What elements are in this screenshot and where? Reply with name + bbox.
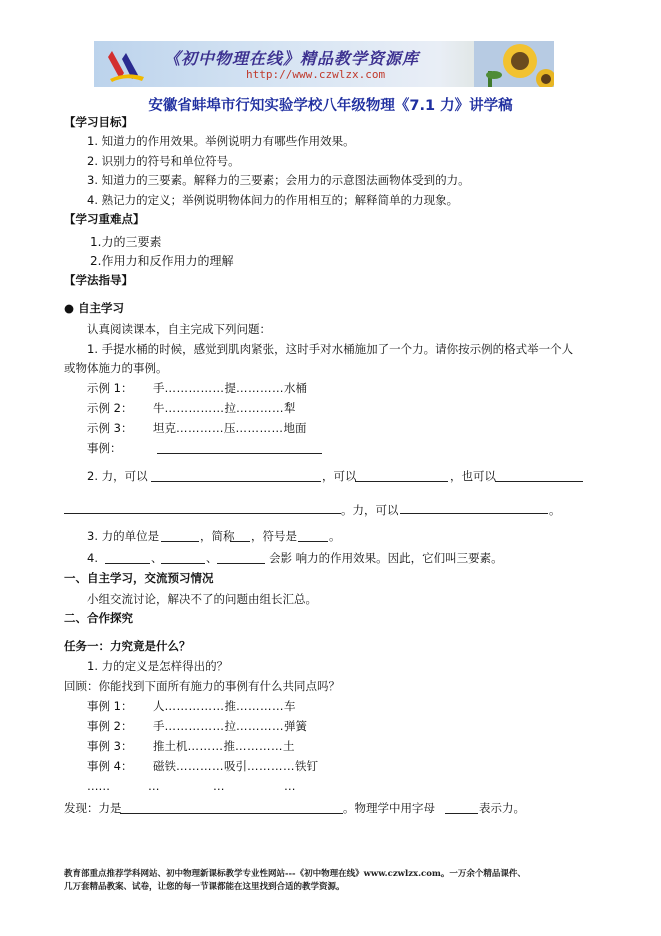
case-4-label: 事例 4： xyxy=(87,759,133,773)
footer-line-2: 几万套精品教案、试卷，让您的每一节课都能在这里找到合适的教学资源。 xyxy=(64,882,345,892)
question-3-blank-1[interactable] xyxy=(161,541,199,542)
example-3-label: 示例 3： xyxy=(87,421,133,435)
discover-part-c: 表示力。 xyxy=(479,801,525,815)
question-3-part-d: 。 xyxy=(329,529,341,543)
banner-title: 《初中物理在线》精品教学资源库 xyxy=(164,49,420,68)
question-4-blank-2[interactable] xyxy=(161,563,205,564)
question-4-label: 4. xyxy=(87,551,98,565)
case-3-label: 事例 3： xyxy=(87,739,133,753)
goals-heading: 【学习目标】 xyxy=(64,115,133,129)
question-4-blank-1[interactable] xyxy=(105,563,150,564)
discover-part-a: 发现：力是 xyxy=(64,801,122,815)
review-text: 回顾：你能找到下面所有施力的事例有什么共同点吗？ xyxy=(64,679,340,693)
goal-item-4: 4. 熟记力的定义；举例说明物体间力的作用相互的；解释简单的力现象。 xyxy=(87,193,459,207)
site-logo-icon xyxy=(106,45,146,83)
self-study-intro: 认真阅读课本，自主完成下列问题： xyxy=(87,322,271,336)
question-4-sep-1: 、 xyxy=(151,551,163,565)
question-2-part-a: 2. 力，可以 xyxy=(87,469,148,483)
question-3-blank-3[interactable] xyxy=(298,541,328,542)
banner-url: http://www.czwlzx.com xyxy=(246,68,386,81)
discover-blank-2[interactable] xyxy=(445,813,478,814)
case-1-content: 人……………推…………车 xyxy=(153,699,296,713)
example-3-content: 坦克…………压…………地面 xyxy=(153,421,307,435)
discover-blank-1[interactable] xyxy=(120,813,343,814)
goal-item-3: 3. 知道力的三要素。解释力的三要素；会用力的示意图法画物体受到的力。 xyxy=(87,173,470,187)
question-4-blank-3[interactable] xyxy=(217,563,265,564)
question-3-part-c: ，符号是 xyxy=(251,529,297,543)
question-4-sep-2: 、 xyxy=(206,551,218,565)
goal-item-1: 1. 知道力的作用效果。举例说明力有哪些作用效果。 xyxy=(87,134,355,148)
question-2-part-b: ，可以 xyxy=(322,469,357,483)
question-1-line-1: 1. 手提水桶的时候，感觉到肌肉紧张，这时手对水桶施加了一个力。请你按示例的格式举一个人 xyxy=(87,342,574,356)
self-study-heading-text: 自主学习 xyxy=(78,301,125,315)
key-point-1: 1.力的三要素 xyxy=(90,235,162,249)
method-heading: 【学法指导】 xyxy=(64,273,133,287)
bullet-icon: ● xyxy=(64,301,75,315)
case-2-label: 事例 2： xyxy=(87,719,133,733)
section-1-heading: 一、自主学习，交流预习情况 xyxy=(64,571,214,585)
question-2-blank-3[interactable] xyxy=(495,481,583,482)
page-title: 安徽省蚌埠市行知实验学校八年级物理《7.1 力》讲学稿 xyxy=(148,98,513,114)
example-1-content: 手……………提…………水桶 xyxy=(153,381,307,395)
key-points-heading: 【学习重难点】 xyxy=(64,212,145,226)
task-1-heading: 任务一：力究竟是什么？ xyxy=(64,639,191,653)
question-2-blank-1[interactable] xyxy=(151,481,321,482)
question-2-part-d: 。力，可以 xyxy=(341,503,399,517)
case-4-content: 磁铁…………吸引…………铁钉 xyxy=(153,759,318,773)
question-2-blank-2[interactable] xyxy=(355,481,448,482)
question-3-part-b: ，简称 xyxy=(200,529,235,543)
question-3-part-a: 3. 力的单位是 xyxy=(87,529,160,543)
case-label: 事例： xyxy=(87,441,122,455)
key-point-2: 2.作用力和反作用力的理解 xyxy=(90,254,234,268)
question-2-part-e: 。 xyxy=(549,503,561,517)
case-blank[interactable] xyxy=(157,453,322,454)
case-2-content: 手……………拉…………弹簧 xyxy=(153,719,307,733)
ellipsis-2: … xyxy=(148,779,160,793)
example-2-label: 示例 2： xyxy=(87,401,133,415)
sunflower-image-icon xyxy=(474,41,554,87)
question-3-blank-2[interactable] xyxy=(230,541,250,542)
section-2-heading: 二、合作探究 xyxy=(64,611,133,625)
footer-line-1: 教育部重点推荐学科网站、初中物理新课标教学专业性网站---《初中物理在线》www.czwlzx.com。一万余个精品课件、 xyxy=(64,869,526,879)
goal-item-2: 2. 识别力的符号和单位符号。 xyxy=(87,154,240,168)
question-1-line-2: 或物体施力的事例。 xyxy=(64,361,168,375)
task-1-question-1: 1. 力的定义是怎样得出的？ xyxy=(87,659,229,673)
question-4-part-b: 会影 响力的作用效果。因此，它们叫三要素。 xyxy=(269,551,503,565)
case-1-label: 事例 1： xyxy=(87,699,133,713)
section-1-text: 小组交流讨论，解决不了的问题由组长汇总。 xyxy=(87,592,317,606)
discover-part-b: 。物理学中用字母 xyxy=(343,801,435,815)
example-2-content: 牛……………拉…………犁 xyxy=(153,401,296,415)
question-2-blank-5[interactable] xyxy=(400,513,548,514)
ellipsis-4: … xyxy=(284,779,296,793)
self-study-heading xyxy=(64,301,124,316)
ellipsis-3: … xyxy=(213,779,225,793)
question-2-part-c: ，也可以 xyxy=(450,469,496,483)
ellipsis-1: …… xyxy=(87,779,110,793)
site-banner xyxy=(94,41,554,87)
case-3-content: 推土机………推…………土 xyxy=(153,739,295,753)
example-1-label: 示例 1： xyxy=(87,381,133,395)
question-2-blank-4[interactable] xyxy=(64,513,341,514)
